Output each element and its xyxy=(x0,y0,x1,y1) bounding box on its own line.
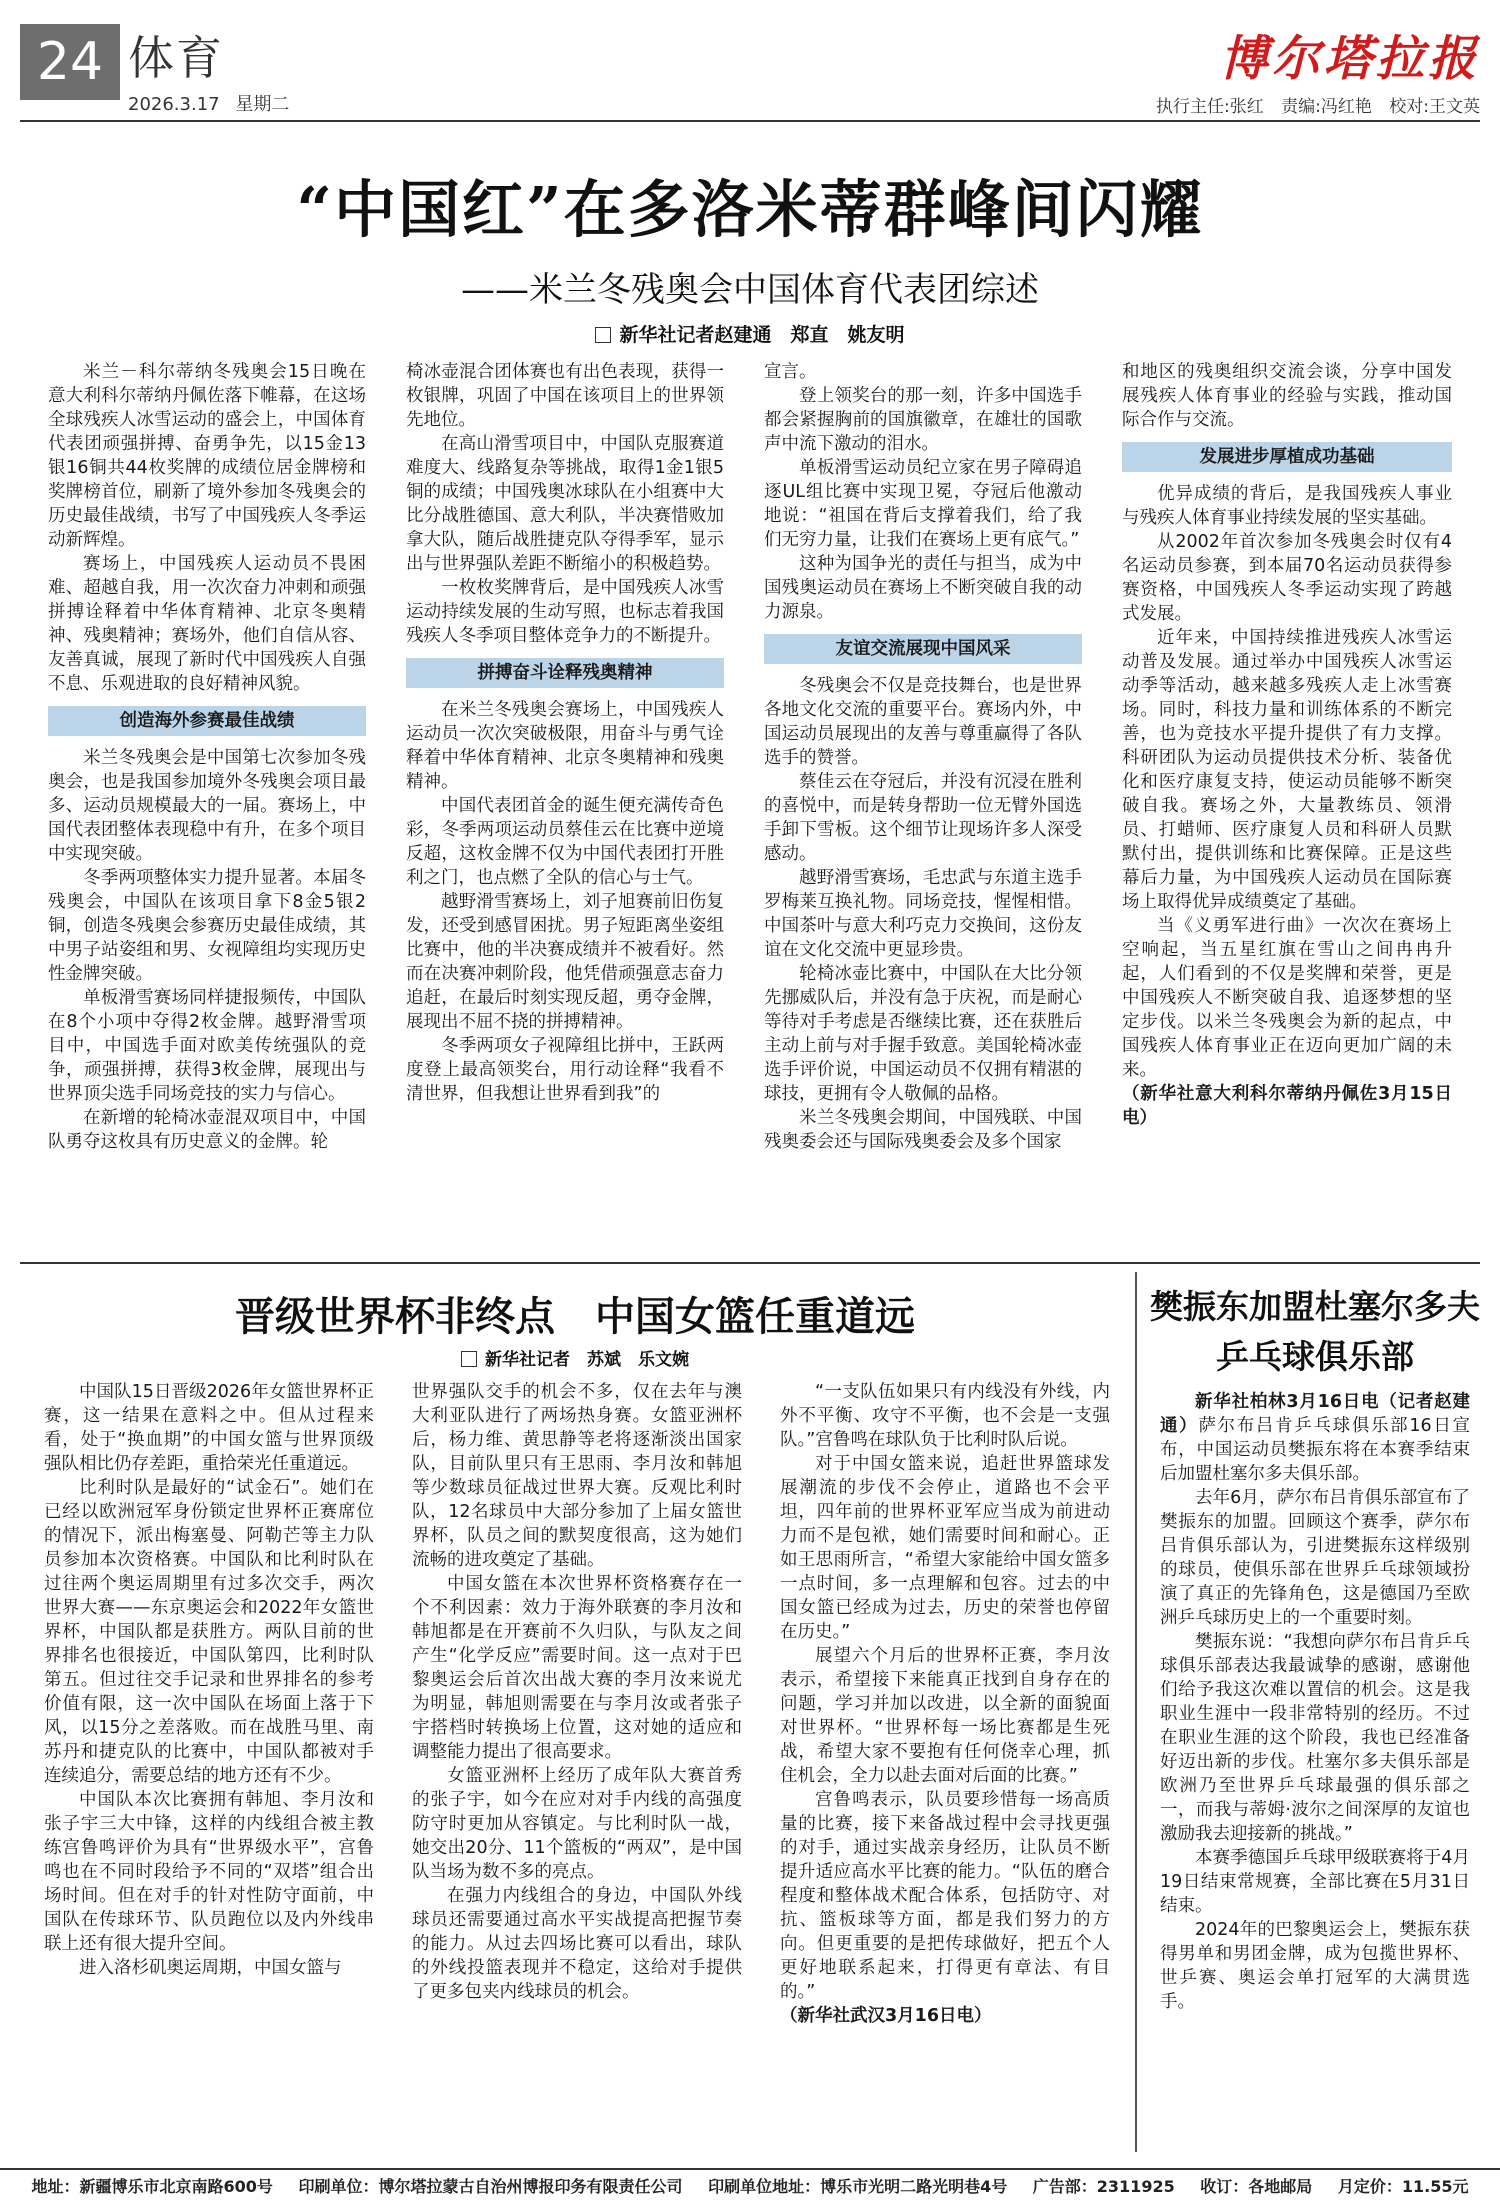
header-rule xyxy=(20,120,1480,122)
third-headline-line2: 乒乓球俱乐部 xyxy=(1216,1337,1414,1376)
byline-box-icon xyxy=(461,1351,477,1367)
dateline-credit: （新华社武汉3月16日电） xyxy=(780,2006,992,2026)
article-paragraph: 在米兰冬残奥会赛场上，中国残疾人运动员一次次突破极限，用奋斗与勇气诠释着中华体育精神、北京冬奥精神和残奥精神。 xyxy=(406,700,724,792)
editor-credits xyxy=(1144,92,1480,117)
article-paragraph: 女篮亚洲杯上经历了成年队大赛首秀的张子宇，如今在应对对手内线的高强度防守时更加从容镇定。与比利时队一战，她交出20分、11个篮板的“两双”，是中国队当场为数不多的亮点。 xyxy=(412,1766,742,1882)
footer-address: 地址：新疆博乐市北京南路600号 xyxy=(31,2177,273,2196)
second-column-1 xyxy=(44,1380,374,2160)
article-paragraph: 冬残奥会不仅是竞技舞台，也是世界各地文化交流的重要平台。赛场内外，中国运动员展现出的友善与尊重赢得了各队选手的赞誉。 xyxy=(764,676,1082,768)
article-paragraph: 在强力内线组合的身边，中国队外线球员还需要通过高水平实战提高把握节奏的能力。从过去四场比赛可以看出，球队的外线投篮表现并不稳定，这给对手提供了更多包夹内线球员的机会。 xyxy=(412,1886,742,2002)
article-paragraph: 对于中国女篮来说，追赶世界篮球发展潮流的步伐不会停止，道路也不会平坦，四年前的世界杯亚军应当成为前进动力而不是包袱，她们需要时间和耐心。正如王思雨所言，“希望大家能给中国女篮多一点时间，多一点理解和包容。过去的中国女篮已经成为过去，历史的荣誉也停留在历史。” xyxy=(780,1454,1110,1642)
newspaper-masthead-logo: 博尔塔拉报 xyxy=(1219,31,1480,87)
issue-dateline xyxy=(128,90,299,116)
article-paragraph: 世界强队交手的机会不多，仅在去年与澳大利亚队进行了两场热身赛。女篮亚洲杯后，杨力维、黄思静等老将逐渐淡出国家队，目前队里只有王思雨、李月汝和韩旭等少数球员征战过世界大赛。反观比利时队，12名球员中大部分参加了上届女篮世界杯，队员之间的默契度很高，这为她们流畅的进攻奠定了基础。 xyxy=(412,1382,742,1570)
third-paragraph-text: 萨尔布吕肯乒乓球俱乐部16日宣布，中国运动员樊振东将在本赛季结束后加盟杜塞尔多夫俱乐部。 xyxy=(1160,1416,1470,1484)
third-column xyxy=(1160,1390,1470,2160)
page-number: 24 xyxy=(20,24,120,100)
article-paragraph: 冬季两项女子视障组比拼中，王跃两度登上最高领奖台，用行动诠释“我看不清世界，但我想让世界看到我”的 xyxy=(406,1036,724,1104)
second-headline: 晋级世界杯非终点 中国女篮任重道远 xyxy=(235,1293,915,1340)
article-paragraph: 椅冰壶混合团体赛也有出色表现，获得一枚银牌，巩固了中国在该项目上的世界领先地位。 xyxy=(406,362,724,430)
section-subhead: 创造海外参赛最佳战绩 xyxy=(48,706,366,736)
footer-printer: 印刷单位：博尔塔拉蒙古自治州博报印务有限责任公司 xyxy=(298,2177,683,2196)
byline-box-icon xyxy=(595,327,611,343)
article-paragraph: 在新增的轮椅冰壶混双项目中，中国队勇夺这枚具有历史意义的金牌。轮 xyxy=(48,1108,366,1152)
article-paragraph: 单板滑雪运动员纪立家在男子障碍追逐UL组比赛中实现卫冕，夺冠后他激动地说：“祖国在背后支撑着我们，给了我们无穷力量，让我们在赛场上更有底气。” xyxy=(764,458,1082,550)
article-paragraph: 越野滑雪赛场，毛忠武与东道主选手罗梅莱互换礼物。同场竞技，惺惺相惜。中国茶叶与意大利巧克力交换间，这份友谊在文化交流中更显珍贵。 xyxy=(764,868,1082,960)
article-paragraph: 赛场上，中国残疾人运动员不畏困难、超越自我，用一次次奋力冲刺和顽强拼搏诠释着中华体育精神、北京冬奥精神、残奥精神；赛场外，他们自信从容、友善真诚，展现了新时代中国残疾人自强不息、乐观进取的良好精神风貌。 xyxy=(48,554,366,694)
article-paragraph: 轮椅冰壶比赛中，中国队在大比分领先挪威队后，并没有急于庆祝，而是耐心等待对手考虑是否继续比赛，还在获胜后主动上前与对手握手致意。美国轮椅冰壶选手评价说，中国运动员不仅拥有精湛的球技，更拥有令人敬佩的品格。 xyxy=(764,964,1082,1104)
issue-date: 2026.3.17 xyxy=(128,94,220,115)
proofreader: 校对:王文英 xyxy=(1389,97,1480,117)
article-paragraph: 蔡佳云在夺冠后，并没有沉浸在胜利的喜悦中，而是转身帮助一位无臂外国选手卸下雪板。这个细节让现场许多人深受感动。 xyxy=(764,772,1082,864)
third-paragraph xyxy=(1160,1390,1470,1486)
editor: 责编:冯红艳 xyxy=(1281,97,1372,117)
issue-weekday: 星期二 xyxy=(235,94,290,115)
third-dateline: 新华社柏林3月16日电（记者赵建通） xyxy=(1160,1392,1470,1436)
second-column-3 xyxy=(780,1380,1110,2160)
article-paragraph: 中国队本次比赛拥有韩旭、李月汝和张子宇三大中锋，这样的内线组合被主教练宫鲁鸣评价为具有“世界级水平”，宫鲁鸣也在不同时段给予不同的“双塔”组合出场时间。但在对手的针对性防守面前，中国队在传球环节、队员跑位以及内外线串联上还有很大提升空间。 xyxy=(44,1790,374,1954)
section-title: 体育 xyxy=(128,31,224,85)
lead-subheadline: ——米兰冬残奥会中国体育代表团综述 xyxy=(461,270,1039,310)
section-subhead: 发展进步厚植成功基础 xyxy=(1122,442,1452,472)
article-paragraph: “一支队伍如果只有内线没有外线，内外不平衡、攻守不平衡，也不会是一支强队。”宫鲁鸣在球队负于比利时队后说。 xyxy=(780,1382,1110,1450)
article-paragraph: 比利时队是最好的“试金石”。她们在已经以欧洲冠军身份锁定世界杯正赛席位的情况下，派出梅塞曼、阿勒芒等主力队员参加本次资格赛。中国队和比利时队在过往两个奥运周期里有过多次交手，两次世界大赛——东京奥运会和2022年女篮世界杯，中国队都是获胜方。两队目前的世界排名也很接近，中国队第四，比利时队第五。但过往交手记录和世界排名的参考价值有限，这一次中国队在场面上落于下风，以15分之差落败。而在战胜马里、南苏丹和捷克队的比赛中，中国队都被对手连续追分，需要总结的地方还有不少。 xyxy=(44,1478,374,1786)
footer-subscription: 收订：各地邮局 xyxy=(1200,2177,1313,2196)
article-paragraph: 优异成绩的背后，是我国残疾人事业与残疾人体育事业持续发展的坚实基础。 xyxy=(1122,484,1452,528)
editor-chief: 执行主任:张红 xyxy=(1155,97,1264,117)
lead-byline-text: 新华社记者赵建通 郑直 姚友明 xyxy=(619,324,905,346)
article-paragraph: 米兰－科尔蒂纳冬残奥会15日晚在意大利科尔蒂纳丹佩佐落下帷幕，在这场全球残疾人冰雪运动的盛会上，中国体育代表团顽强拼搏、奋勇争先，以15金13银16铜共44枚奖牌的成绩位居金牌榜和奖牌榜首位，刷新了境外参加冬残奥会的历史最佳战绩，书写了中国残疾人冬季运动新辉煌。 xyxy=(48,362,366,550)
third-paragraph: 樊振东说：“我想向萨尔布吕肯乒乓球俱乐部表达我最诚挚的感谢，感谢他们给予我这次难以置信的机会。这是我职业生涯中一段非常特别的经历。不过在职业生涯的这个阶段，我也已经准备好迈出新的步伐。杜塞尔多夫俱乐部是欧洲乃至世界乒乓球最强的俱乐部之一，而我与蒂姆·波尔之间深厚的友谊也激励我去迎接新的挑战。” xyxy=(1160,1632,1470,1844)
article-paragraph: 宫鲁鸣表示，队员要珍惜每一场高质量的比赛，接下来备战过程中会寻找更强的对手，通过实战亲身经历，让队员不断提升适应高水平比赛的能力。“队伍的磨合程度和整体战术配合体系，包括防守、对抗、篮板球等方面，都是我们努力的方向。但更重要的是把传球做好，把五个人更好地联系起来，打得更有章法、有目的。” xyxy=(780,1790,1110,2002)
article-paragraph: 越野滑雪赛场上，刘子旭赛前旧伤复发，还受到感冒困扰。男子短距离坐姿组比赛中，他的半决赛成绩并不被看好。然而在决赛冲刺阶段，他凭借顽强意志奋力追赶，在最后时刻实现反超，勇夺金牌，展现出不屈不挠的拼搏精神。 xyxy=(406,892,724,1032)
section-subhead: 友谊交流展现中国风采 xyxy=(764,634,1082,664)
footer-ad-phone: 广告部：2311925 xyxy=(1032,2177,1175,2196)
article-paragraph: 米兰冬残奥会是中国第七次参加冬残奥会，也是我国参加境外冬残奥会项目最多、运动员规模最大的一届。赛场上，中国代表团整体表现稳中有升，在多个项目中实现突破。 xyxy=(48,748,366,864)
article-paragraph: 米兰冬残奥会期间，中国残联、中国残奥委会还与国际残奥委会及多个国家 xyxy=(764,1108,1082,1152)
article-paragraph: 单板滑雪赛场同样捷报频传，中国队在8个小项中夺得2枚金牌。越野滑雪项目中，中国选手面对欧美传统强队的竞争，顽强拼搏，获得3枚金牌，展现出与世界顶尖选手同场竞技的实力与信心。 xyxy=(48,988,366,1104)
article-paragraph: 中国队15日晋级2026年女篮世界杯正赛，这一结果在意料之中。但从过程来看，处于“换血期”的中国女篮与世界顶级强队相比仍存差距，重拾荣光任重道远。 xyxy=(44,1382,374,1474)
third-paragraph: 去年6月，萨尔布吕肯俱乐部宣布了樊振东的加盟。回顾这个赛季，萨尔布吕肯俱乐部认为，引进樊振东这样级别的球员，使俱乐部在世界乒乓球领域扮演了真正的先锋角色，这是德国乃至欧洲乒乓球历史上的一个重要时刻。 xyxy=(1160,1488,1470,1628)
article-paragraph: 这种为国争光的责任与担当，成为中国残奥运动员在赛场上不断突破自我的动力源泉。 xyxy=(764,554,1082,622)
lead-byline xyxy=(0,320,1500,347)
lead-column-3 xyxy=(764,360,1082,1350)
article-paragraph: 当《义勇军进行曲》一次次在赛场上空响起，当五星红旗在雪山之间冉冉升起，人们看到的不仅是奖牌和荣誉，更是中国残疾人不断突破自我、追逐梦想的坚定步伐。以米兰冬残奥会为新的起点，中国残疾人体育事业正在迈向更加广阔的未来。 xyxy=(1122,916,1452,1080)
article-paragraph: 登上领奖台的那一刻，许多中国选手都会紧握胸前的国旗徽章，在雄壮的国歌声中流下激动的泪水。 xyxy=(764,386,1082,454)
lead-column-1 xyxy=(48,360,366,1350)
article-paragraph: 进入洛杉矶奥运周期，中国女篮与 xyxy=(79,1958,342,1978)
footer-price: 月定价：11.55元 xyxy=(1337,2177,1469,2196)
second-byline xyxy=(30,1345,1120,1370)
section-subhead: 拼搏奋斗诠释残奥精神 xyxy=(406,658,724,688)
third-paragraph: 2024年的巴黎奥运会上，樊振东获得男单和男团金牌，成为包揽世界杯、世乒赛、奥运会单打冠军的大满贯选手。 xyxy=(1160,1920,1470,2012)
second-byline-text: 新华社记者 苏斌 乐文婉 xyxy=(485,1350,689,1370)
page-footer xyxy=(0,2168,1500,2206)
article-paragraph: 在高山滑雪项目中，中国队克服赛道难度大、线路复杂等挑战，取得1金1银5铜的成绩；中国残奥冰球队在小组赛中大比分战胜德国、意大利队，半决赛惜败加拿大队，随后战胜捷克队夺得季军，显示出与世界强队差距不断缩小的积极趋势。 xyxy=(406,434,724,574)
third-headline-line1: 樊振东加盟杜塞尔多夫 xyxy=(1150,1287,1480,1326)
article-paragraph: 一枚枚奖牌背后，是中国残疾人冰雪运动持续发展的生动写照，也标志着我国残疾人冬季项目整体竞争力的不断提升。 xyxy=(406,578,724,646)
lead-headline: “中国红”在多洛米蒂群峰间闪耀 xyxy=(296,173,1204,246)
story-divider xyxy=(20,1262,1480,1264)
article-paragraph: 近年来，中国持续推进残疾人冰雪运动普及发展。通过举办中国残疾人冰雪运动季等活动，越来越多残疾人走上冰雪赛场。同时，科技力量和训练体系的不断完善，也为竞技水平提升提供了有力支撑。科研团队为运动员提供技术分析、装备优化和医疗康复支持，使运动员能够不断突破自我。赛场之外，大量教练员、领滑员、打蜡师、医疗康复人员和科研人员默默付出，提供训练和比赛保障。正是这些幕后力量，为中国残疾人运动员在国际赛场上取得优异成绩奠定了基础。 xyxy=(1122,628,1452,912)
footer-printer-address: 印刷单位地址：博乐市光明二路光明巷4号 xyxy=(708,2177,1008,2196)
second-column-2 xyxy=(412,1380,742,2160)
article-paragraph: 中国代表团首金的诞生便充满传奇色彩，冬季两项运动员蔡佳云在比赛中逆境反超，这枚金牌不仅为中国代表团打开胜利之门，也点燃了全队的信心与士气。 xyxy=(406,796,724,888)
dateline-credit: （新华社意大利科尔蒂纳丹佩佐3月15日电） xyxy=(1122,1084,1452,1128)
lead-column-2 xyxy=(406,360,724,1350)
article-paragraph: 展望六个月后的世界杯正赛，李月汝表示，希望接下来能真正找到自身存在的问题，学习并加以改进，以全新的面貌面对世界杯。“世界杯每一场比赛都是生死战，希望大家不要抱有任何侥幸心理，抓住机会，全力以赴去面对后面的比赛。” xyxy=(780,1646,1110,1786)
sidebar-divider xyxy=(1135,1272,1137,2152)
article-paragraph: 宣言。 xyxy=(764,362,817,382)
article-paragraph: 中国女篮在本次世界杯资格赛存在一个不利因素：效力于海外联赛的李月汝和韩旭都是在开赛前不久归队，与队友之间产生“化学反应”需要时间。这一点对于巴黎奥运会后首次出战大赛的李月汝来说尤为明显，韩旭则需要在与李月汝或者张子宇搭档时转换场上位置，这对她的适应和调整能力提出了很高要求。 xyxy=(412,1574,742,1762)
article-paragraph: 和地区的残奥组织交流会谈，分享中国发展残疾人体育事业的经验与实践，推动国际合作与交流。 xyxy=(1122,362,1452,430)
third-paragraph: 本赛季德国乒乓球甲级联赛将于4月19日结束常规赛，全部比赛在5月31日结束。 xyxy=(1160,1848,1470,1916)
lead-column-4 xyxy=(1122,360,1452,1350)
third-headline xyxy=(1150,1282,1480,1382)
article-paragraph: 冬季两项整体实力提升显著。本届冬残奥会，中国队在该项目拿下8金5银2铜，创造冬残奥会参赛历史最佳成绩，其中男子站姿组和男、女视障组均实现历史性金牌突破。 xyxy=(48,868,366,984)
article-paragraph: 从2002年首次参加冬残奥会时仅有4名运动员参赛，到本届70名运动员获得参赛资格，中国残疾人冬季运动实现了跨越式发展。 xyxy=(1122,532,1452,624)
